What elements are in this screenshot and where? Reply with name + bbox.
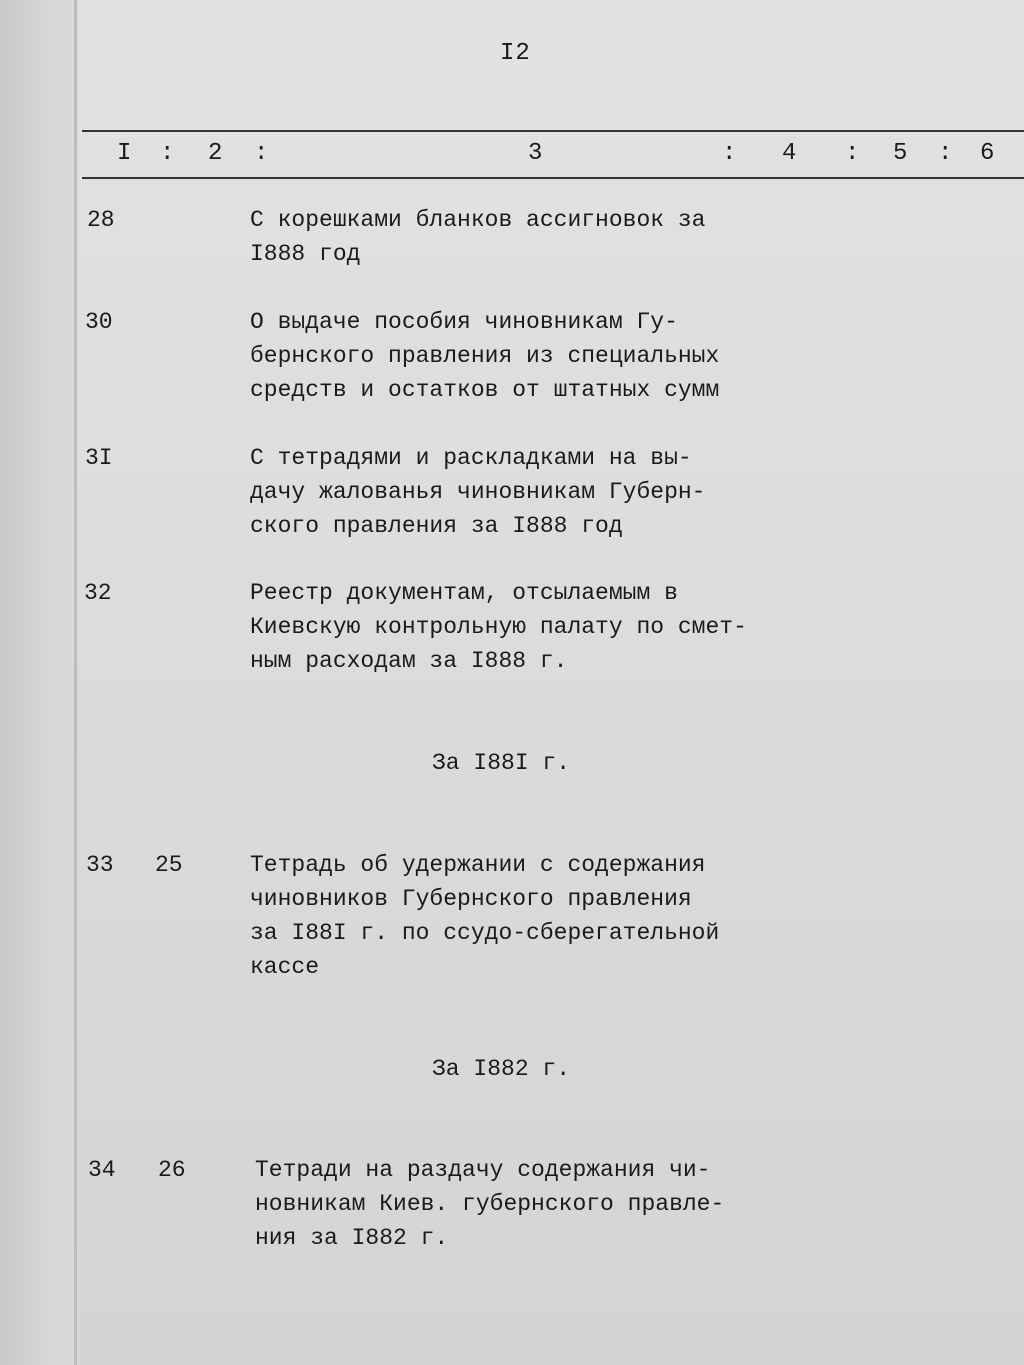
description-line: С корешками бланков ассигновок за	[250, 207, 706, 233]
entry-number: 30	[85, 309, 113, 335]
description-line: ского правления за I888 год	[250, 513, 623, 539]
binding-edge	[0, 0, 78, 1365]
entry-number: 34	[88, 1157, 116, 1183]
description-line: Тетради на раздачу содержания чи-	[255, 1157, 711, 1183]
description-line: С тетрадями и раскладками на вы-	[250, 445, 692, 471]
description-line: бернского правления из специальных	[250, 343, 720, 369]
table-header-bottom-rule	[82, 177, 1024, 179]
entry-number: 33	[86, 852, 114, 878]
header-col-5: 5	[893, 140, 908, 167]
header-col-1: I	[117, 140, 132, 167]
description-line: ния за I882 г.	[255, 1225, 449, 1251]
header-separator: :	[845, 140, 860, 167]
header-col-6: 6	[980, 140, 995, 167]
header-separator: :	[722, 140, 737, 167]
entry-number: 28	[87, 207, 115, 233]
page-number: I2	[500, 40, 531, 67]
description-line: средств и остатков от штатных сумм	[250, 377, 720, 403]
header-separator: :	[160, 140, 175, 167]
description-line: чиновников Губернского правления	[250, 886, 692, 912]
description-line: за I88I г. по ссудо-сберегательной	[250, 920, 720, 946]
entry-description	[255, 1153, 775, 1255]
table-header-top-rule	[82, 130, 1024, 132]
description-line: Реестр документам, отсылаемым в	[250, 580, 678, 606]
description-line: новникам Киев. губернского правле-	[255, 1191, 725, 1217]
entry-description	[250, 848, 770, 984]
sheet-number: 26	[158, 1157, 186, 1183]
description-line: Киевскую контрольную палату по смет-	[250, 614, 747, 640]
description-line: ным расходам за I888 г.	[250, 648, 568, 674]
description-line: Тетрадь об удержании с содержания	[250, 852, 706, 878]
entry-number: 3I	[85, 445, 113, 471]
year-heading: За I882 г.	[432, 1056, 571, 1082]
description-line: О выдаче пособия чиновникам Гу-	[250, 309, 678, 335]
sheet-number: 25	[155, 852, 183, 878]
entry-description	[250, 576, 770, 678]
header-col-4: 4	[782, 140, 797, 167]
header-col-3: 3	[528, 140, 543, 167]
description-line: дачу жалованья чиновникам Губерн-	[250, 479, 706, 505]
entry-number: 32	[84, 580, 112, 606]
header-separator: :	[938, 140, 953, 167]
header-col-2: 2	[208, 140, 223, 167]
binding-shadow	[74, 0, 77, 1365]
entry-description	[250, 203, 770, 271]
description-line: кассе	[250, 954, 320, 980]
header-separator: :	[254, 140, 269, 167]
entry-description	[250, 441, 770, 543]
year-heading: За I88I г.	[432, 750, 571, 776]
entry-description	[250, 305, 770, 407]
description-line: I888 год	[250, 241, 361, 267]
